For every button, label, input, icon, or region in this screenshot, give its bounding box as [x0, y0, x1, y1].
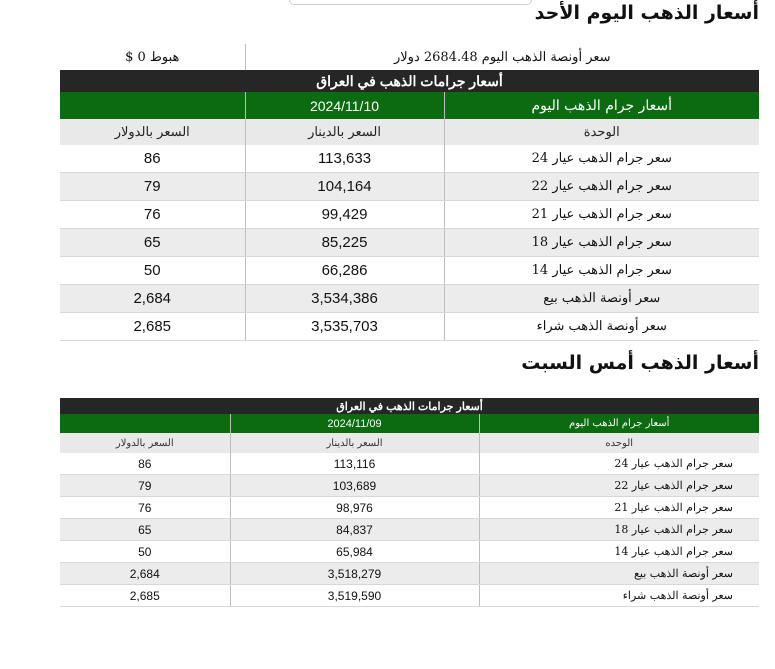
header-dinar: السعر بالدينار [230, 433, 479, 453]
dinar-cell: 85,225 [245, 229, 444, 257]
unit-cell: سعر جرام الذهب عيار 14 [444, 257, 759, 285]
dinar-cell: 113,633 [245, 145, 444, 173]
dollar-cell: 76 [60, 201, 245, 229]
table-row [60, 563, 759, 585]
unit-cell: سعر أونصة الذهب شراء [479, 585, 759, 607]
empty-cell [60, 414, 230, 433]
dollar-cell: 50 [60, 257, 245, 285]
dinar-cell: 84,837 [230, 519, 479, 541]
dinar-cell: 3,534,386 [245, 285, 444, 313]
col-today-label: أسعار جرام الذهب اليوم [444, 92, 759, 119]
yesterday-prices-table [60, 398, 759, 607]
dollar-cell: 86 [60, 145, 245, 173]
col-today-label: أسعار جرام الذهب اليوم [479, 414, 759, 433]
table-row [60, 313, 759, 341]
search-box-edge [289, 0, 532, 5]
date-row [60, 92, 759, 119]
date-cell: 2024/11/09 [230, 414, 479, 433]
header-row [60, 119, 759, 145]
unit-cell: سعر جرام الذهب عيار 22 [444, 173, 759, 201]
dollar-cell: 2,685 [60, 313, 245, 341]
table-title: أسعار جرامات الذهب في العراق [60, 398, 759, 414]
dollar-cell: 86 [60, 453, 230, 475]
ounce-summary-row [60, 44, 759, 70]
dollar-cell: 79 [60, 475, 230, 497]
table-row [60, 145, 759, 173]
dollar-cell: 2,684 [60, 285, 245, 313]
today-heading: أسعار الذهب اليوم الأحد [534, 2, 759, 24]
dinar-cell: 98,976 [230, 497, 479, 519]
dinar-cell: 104,164 [245, 173, 444, 201]
table-title: أسعار جرامات الذهب في العراق [60, 70, 759, 92]
date-row [60, 414, 759, 433]
price-change: هبوط 0 $ [125, 49, 180, 65]
dinar-cell: 103,689 [230, 475, 479, 497]
table-row [60, 453, 759, 475]
dinar-cell: 3,518,279 [230, 563, 479, 585]
dinar-cell: 65,984 [230, 541, 479, 563]
table-row [60, 585, 759, 607]
dinar-cell: 3,535,703 [245, 313, 444, 341]
table-row [60, 497, 759, 519]
unit-cell: سعر جرام الذهب عيار 21 [479, 497, 759, 519]
table-row [60, 201, 759, 229]
table-row [60, 229, 759, 257]
dinar-cell: 3,519,590 [230, 585, 479, 607]
dollar-cell: 65 [60, 229, 245, 257]
dinar-cell: 66,286 [245, 257, 444, 285]
unit-cell: سعر جرام الذهب عيار 24 [479, 453, 759, 475]
unit-cell: سعر أونصة الذهب شراء [444, 313, 759, 341]
empty-cell [60, 92, 245, 119]
dollar-cell: 65 [60, 519, 230, 541]
header-row [60, 433, 759, 453]
header-dollar: السعر بالدولار [60, 433, 230, 453]
header-dollar: السعر بالدولار [60, 119, 245, 145]
unit-cell: سعر أونصة الذهب بيع [479, 563, 759, 585]
unit-cell: سعر جرام الذهب عيار 14 [479, 541, 759, 563]
table-row [60, 475, 759, 497]
unit-cell: سعر أونصة الذهب بيع [444, 285, 759, 313]
ounce-price-line: سعر أونصة الذهب اليوم 2684.48 دولار [245, 44, 759, 70]
table-row [60, 519, 759, 541]
dollar-cell: 50 [60, 541, 230, 563]
today-prices-table [60, 44, 759, 341]
dollar-cell: 2,685 [60, 585, 230, 607]
unit-cell: سعر جرام الذهب عيار 21 [444, 201, 759, 229]
table-row [60, 285, 759, 313]
dinar-cell: 113,116 [230, 453, 479, 475]
unit-cell: سعر جرام الذهب عيار 18 [479, 519, 759, 541]
dollar-cell: 79 [60, 173, 245, 201]
dollar-cell: 76 [60, 497, 230, 519]
unit-cell: سعر جرام الذهب عيار 18 [444, 229, 759, 257]
table-row [60, 173, 759, 201]
table-banner [60, 398, 759, 414]
table-banner [60, 70, 759, 92]
unit-cell: سعر جرام الذهب عيار 22 [479, 475, 759, 497]
dinar-cell: 99,429 [245, 201, 444, 229]
header-unit: الوحدة [444, 119, 759, 145]
yesterday-heading: أسعار الذهب أمس السبت [521, 352, 759, 374]
header-dinar: السعر بالدينار [245, 119, 444, 145]
date-cell: 2024/11/10 [245, 92, 444, 119]
unit-cell: سعر جرام الذهب عيار 24 [444, 145, 759, 173]
dollar-cell: 2,684 [60, 563, 230, 585]
table-row [60, 541, 759, 563]
table-row [60, 257, 759, 285]
header-unit: الوحده [479, 433, 759, 453]
